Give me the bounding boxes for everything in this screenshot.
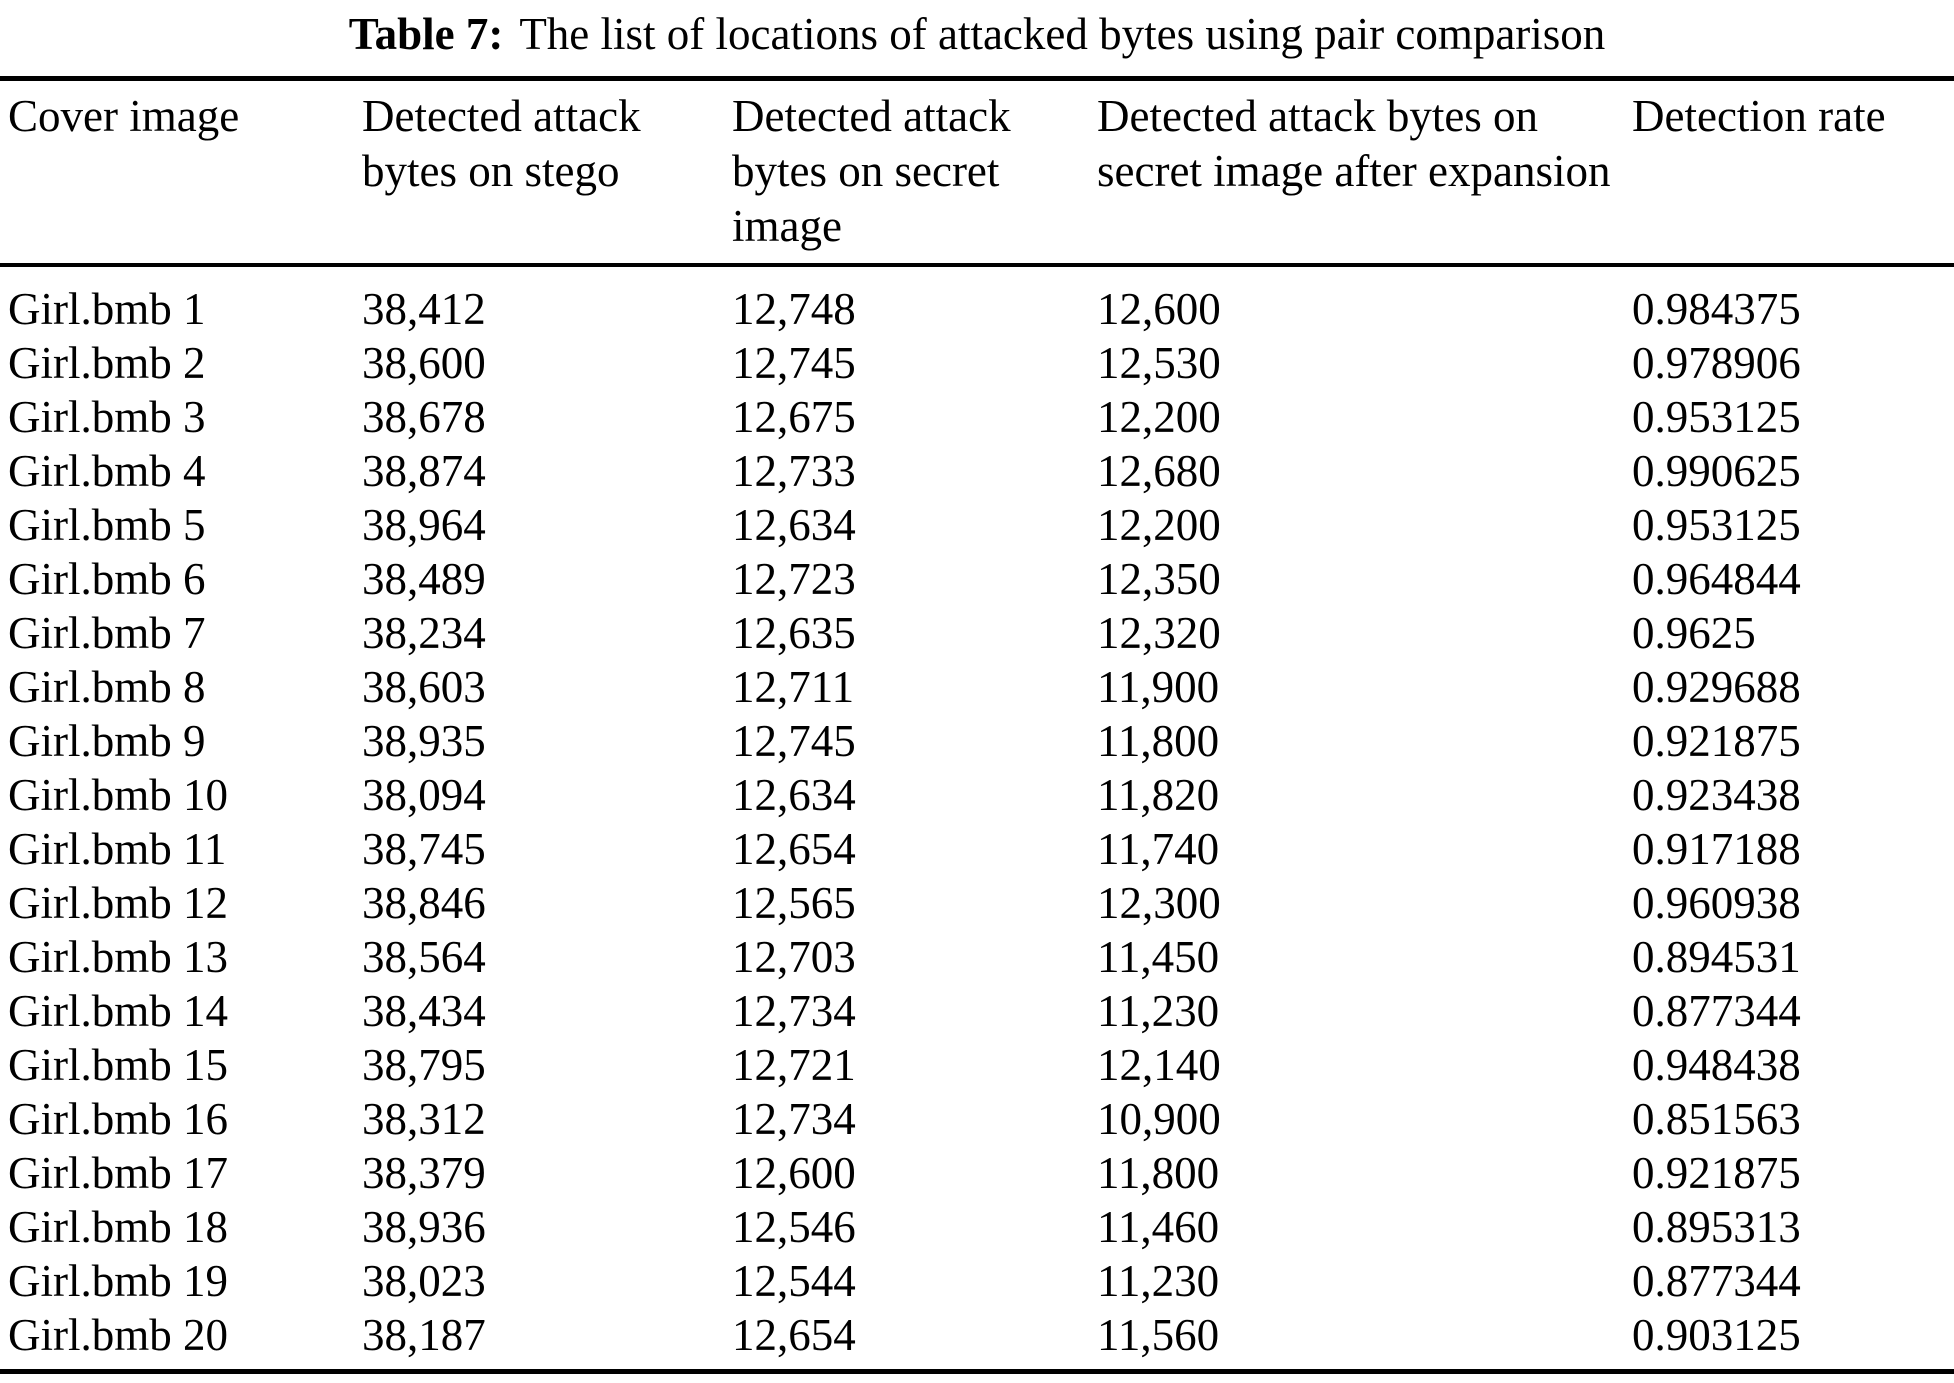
after-expansion-bytes-cell: 12,200 xyxy=(1097,392,1221,442)
cover-image-cell: Girl.bmb 8 xyxy=(8,662,206,712)
cover-image-cell: Girl.bmb 18 xyxy=(8,1202,228,1252)
after-expansion-bytes-cell: 12,530 xyxy=(1097,338,1221,388)
cover-image-cell: Girl.bmb 9 xyxy=(8,716,206,766)
after-expansion-bytes-cell: 11,740 xyxy=(1097,824,1220,874)
secret-image-bytes-cell: 12,675 xyxy=(732,392,856,442)
cover-image-cell: Girl.bmb 1 xyxy=(8,284,206,334)
col-header-detected-bytes-after-expansion: Detected attack bytes on secret image after expansion xyxy=(1097,91,1611,196)
stego-bytes-cell: 38,187 xyxy=(362,1310,486,1360)
secret-image-bytes-cell: 12,546 xyxy=(732,1202,856,1252)
table-row xyxy=(0,714,1954,768)
secret-image-bytes-cell: 12,634 xyxy=(732,500,856,550)
secret-image-bytes-cell: 12,745 xyxy=(732,338,856,388)
stego-bytes-cell: 38,379 xyxy=(362,1148,486,1198)
after-expansion-bytes-cell: 10,900 xyxy=(1097,1094,1221,1144)
detection-rate-cell: 0.903125 xyxy=(1632,1310,1801,1360)
stego-bytes-cell: 38,603 xyxy=(362,662,486,712)
cover-image-cell: Girl.bmb 5 xyxy=(8,500,206,550)
stego-bytes-cell: 38,936 xyxy=(362,1202,486,1252)
after-expansion-bytes-cell: 12,350 xyxy=(1097,554,1221,604)
secret-image-bytes-cell: 12,721 xyxy=(732,1040,856,1090)
stego-bytes-cell: 38,489 xyxy=(362,554,486,604)
stego-bytes-cell: 38,234 xyxy=(362,608,486,658)
table-row xyxy=(0,822,1954,876)
detection-rate-cell: 0.984375 xyxy=(1632,284,1801,334)
cover-image-cell: Girl.bmb 17 xyxy=(8,1148,228,1198)
table-caption-label: Table 7: xyxy=(348,9,504,59)
col-header-detected-bytes-stego: Detected attack bytes on stego xyxy=(362,91,641,196)
secret-image-bytes-cell: 12,654 xyxy=(732,824,856,874)
detection-rate-cell: 0.877344 xyxy=(1632,1256,1801,1306)
cover-image-cell: Girl.bmb 15 xyxy=(8,1040,228,1090)
cover-image-cell: Girl.bmb 19 xyxy=(8,1256,228,1306)
detection-rate-cell: 0.953125 xyxy=(1632,500,1801,550)
secret-image-bytes-cell: 12,635 xyxy=(732,608,856,658)
secret-image-bytes-cell: 12,565 xyxy=(732,878,856,928)
secret-image-bytes-cell: 12,745 xyxy=(732,716,856,766)
secret-image-bytes-cell: 12,600 xyxy=(732,1148,856,1198)
stego-bytes-cell: 38,312 xyxy=(362,1094,486,1144)
after-expansion-bytes-cell: 11,230 xyxy=(1097,1256,1220,1306)
col-header-cover-image: Cover image xyxy=(8,91,240,141)
secret-image-bytes-cell: 12,711 xyxy=(732,662,855,712)
detection-rate-cell: 0.894531 xyxy=(1632,932,1801,982)
table-row xyxy=(0,336,1954,390)
col-header-detection-rate: Detection rate xyxy=(1632,91,1886,141)
table-header-row xyxy=(0,79,1954,266)
after-expansion-bytes-cell: 12,320 xyxy=(1097,608,1221,658)
after-expansion-bytes-cell: 12,680 xyxy=(1097,446,1221,496)
stego-bytes-cell: 38,600 xyxy=(362,338,486,388)
stego-bytes-cell: 38,412 xyxy=(362,284,486,334)
detection-rate-cell: 0.929688 xyxy=(1632,662,1801,712)
secret-image-bytes-cell: 12,734 xyxy=(732,1094,856,1144)
detection-rate-cell: 0.9625 xyxy=(1632,608,1756,658)
col-header-detected-bytes-secret-image: Detected attack bytes on secret image xyxy=(732,91,1011,251)
after-expansion-bytes-cell: 11,460 xyxy=(1097,1202,1220,1252)
table-header xyxy=(0,79,1954,266)
table-row xyxy=(0,930,1954,984)
stego-bytes-cell: 38,745 xyxy=(362,824,486,874)
cover-image-cell: Girl.bmb 6 xyxy=(8,554,206,604)
table-row xyxy=(0,1038,1954,1092)
table-row xyxy=(0,552,1954,606)
detection-rate-cell: 0.990625 xyxy=(1632,446,1801,496)
table-row xyxy=(0,1092,1954,1146)
table-row xyxy=(0,1200,1954,1254)
table-row xyxy=(0,984,1954,1038)
stego-bytes-cell: 38,874 xyxy=(362,446,486,496)
cover-image-cell: Girl.bmb 10 xyxy=(8,770,228,820)
stego-bytes-cell: 38,935 xyxy=(362,716,486,766)
stego-bytes-cell: 38,023 xyxy=(362,1256,486,1306)
table-row xyxy=(0,606,1954,660)
secret-image-bytes-cell: 12,723 xyxy=(732,554,856,604)
cover-image-cell: Girl.bmb 12 xyxy=(8,878,228,928)
after-expansion-bytes-cell: 11,800 xyxy=(1097,1148,1220,1198)
secret-image-bytes-cell: 12,703 xyxy=(732,932,856,982)
after-expansion-bytes-cell: 11,450 xyxy=(1097,932,1220,982)
stego-bytes-cell: 38,564 xyxy=(362,932,486,982)
stego-bytes-cell: 38,094 xyxy=(362,770,486,820)
detection-rate-cell: 0.921875 xyxy=(1632,716,1801,766)
detection-rate-cell: 0.948438 xyxy=(1632,1040,1801,1090)
table-row xyxy=(0,768,1954,822)
after-expansion-bytes-cell: 11,900 xyxy=(1097,662,1220,712)
cover-image-cell: Girl.bmb 3 xyxy=(8,392,206,442)
after-expansion-bytes-cell: 12,600 xyxy=(1097,284,1221,334)
table-body xyxy=(0,265,1954,1372)
table-row xyxy=(0,1146,1954,1200)
after-expansion-bytes-cell: 11,800 xyxy=(1097,716,1220,766)
stego-bytes-cell: 38,795 xyxy=(362,1040,486,1090)
stego-bytes-cell: 38,678 xyxy=(362,392,486,442)
cover-image-cell: Girl.bmb 13 xyxy=(8,932,228,982)
detection-rate-cell: 0.877344 xyxy=(1632,986,1801,1036)
after-expansion-bytes-cell: 12,200 xyxy=(1097,500,1221,550)
detection-rate-cell: 0.953125 xyxy=(1632,392,1801,442)
after-expansion-bytes-cell: 12,140 xyxy=(1097,1040,1221,1090)
cover-image-cell: Girl.bmb 16 xyxy=(8,1094,228,1144)
after-expansion-bytes-cell: 11,230 xyxy=(1097,986,1220,1036)
detection-rate-cell: 0.964844 xyxy=(1632,554,1801,604)
table-caption xyxy=(0,0,1954,76)
cover-image-cell: Girl.bmb 2 xyxy=(8,338,206,388)
detection-rate-cell: 0.921875 xyxy=(1632,1148,1801,1198)
table-row xyxy=(0,1308,1954,1372)
table-caption-text: The list of locations of attacked bytes using pair comparison xyxy=(519,9,1606,59)
detection-rate-cell: 0.923438 xyxy=(1632,770,1801,820)
table-row xyxy=(0,660,1954,714)
secret-image-bytes-cell: 12,748 xyxy=(732,284,856,334)
detection-rate-cell: 0.851563 xyxy=(1632,1094,1801,1144)
secret-image-bytes-cell: 12,734 xyxy=(732,986,856,1036)
cover-image-cell: Girl.bmb 14 xyxy=(8,986,228,1036)
cover-image-cell: Girl.bmb 4 xyxy=(8,446,206,496)
after-expansion-bytes-cell: 11,560 xyxy=(1097,1310,1220,1360)
table-row xyxy=(0,265,1954,336)
table-row xyxy=(0,498,1954,552)
stego-bytes-cell: 38,964 xyxy=(362,500,486,550)
detection-rate-cell: 0.917188 xyxy=(1632,824,1801,874)
cover-image-cell: Girl.bmb 7 xyxy=(8,608,206,658)
cover-image-cell: Girl.bmb 20 xyxy=(8,1310,228,1360)
detection-rate-cell: 0.960938 xyxy=(1632,878,1801,928)
secret-image-bytes-cell: 12,634 xyxy=(732,770,856,820)
secret-image-bytes-cell: 12,654 xyxy=(732,1310,856,1360)
stego-bytes-cell: 38,434 xyxy=(362,986,486,1036)
detection-rate-cell: 0.978906 xyxy=(1632,338,1801,388)
table-row xyxy=(0,444,1954,498)
cover-image-cell: Girl.bmb 11 xyxy=(8,824,227,874)
table-row xyxy=(0,1254,1954,1308)
after-expansion-bytes-cell: 12,300 xyxy=(1097,878,1221,928)
table-row xyxy=(0,390,1954,444)
secret-image-bytes-cell: 12,544 xyxy=(732,1256,856,1306)
after-expansion-bytes-cell: 11,820 xyxy=(1097,770,1220,820)
attacked-bytes-table xyxy=(0,76,1954,1374)
table-row xyxy=(0,876,1954,930)
secret-image-bytes-cell: 12,733 xyxy=(732,446,856,496)
detection-rate-cell: 0.895313 xyxy=(1632,1202,1801,1252)
stego-bytes-cell: 38,846 xyxy=(362,878,486,928)
